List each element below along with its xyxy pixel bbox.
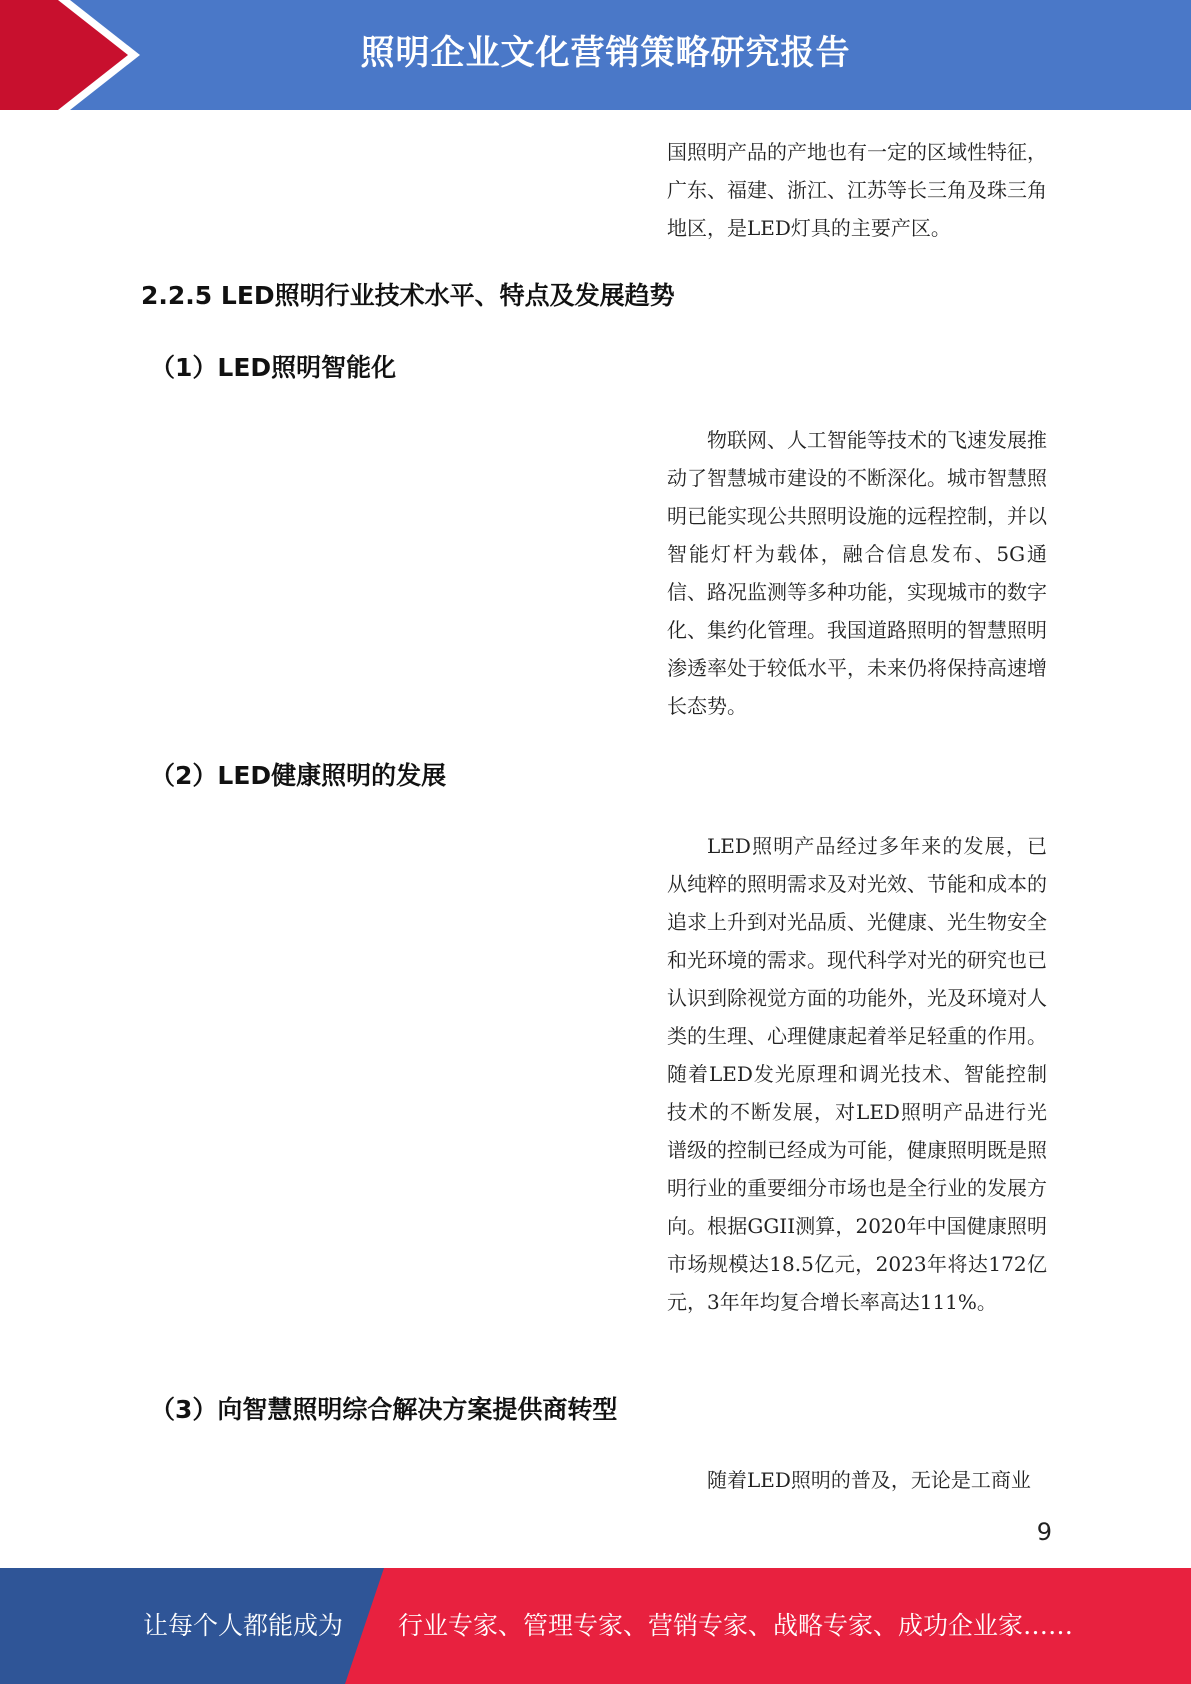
page-header (0, 0, 1191, 110)
subsection-body-2 (667, 827, 1047, 1321)
intro-text: 国照明产品的产地也有一定的区域性特征，广东、福建、浙江、江苏等长三角及珠三角地区，是LED灯具的主要产区。 (667, 140, 1047, 240)
page-footer (0, 1568, 1191, 1684)
section-title: 2.2.5 LED照明行业技术水平、特点及发展趋势 (141, 281, 675, 310)
subsection-heading-1: （1）LED照明智能化 (150, 353, 397, 382)
intro-paragraph (667, 133, 1047, 247)
footer-slogan-left: 让每个人都能成为 (143, 1611, 344, 1640)
paragraph: LED照明产品经过多年来的发展，已从纯粹的照明需求及对光效、节能和成本的追求上升到对光品质、光健康、光生物安全和光环境的需求。现代科学对光的研究也已认识到除视觉方面的功能外，光及环境对人类的生理、心理健康起着举足轻重的作用。随着LED发光原理和调光技术、智能控制技术的不断发展，对LED照明产品进行光谱级的控制已经成为可能，健康照明既是照明行业的重要细分市场也是全行业的发展方向。根据GGII测算，2020年中国健康照明市场规模达18.5亿元，2023年将达172亿元，3年年均复合增长率高达111%。 (667, 834, 1047, 1314)
subsection-heading-3: （3）向智慧照明综合解决方案提供商转型 (150, 1395, 618, 1424)
header-title: 照明企业文化营销策略研究报告 (360, 33, 851, 73)
subsection-heading-2: （2）LED健康照明的发展 (150, 761, 447, 790)
paragraph: 随着LED照明的普及，无论是工商业 (707, 1468, 1031, 1492)
page-number: 9 (1036, 1518, 1052, 1546)
subsection-body-3 (667, 1461, 1047, 1499)
subsection-body-1 (667, 421, 1047, 725)
footer-slogan-right: 行业专家、管理专家、营销专家、战略专家、成功企业家…… (398, 1611, 1074, 1640)
paragraph: 物联网、人工智能等技术的飞速发展推动了智慧城市建设的不断深化。城市智慧照明已能实现公共照明设施的远程控制，并以智能灯杆为载体，融合信息发布、5G通信、路况监测等多种功能，实现城市的数字化、集约化管理。我国道路照明的智慧照明渗透率处于较低水平，未来仍将保持高速增长态势。 (667, 428, 1047, 718)
